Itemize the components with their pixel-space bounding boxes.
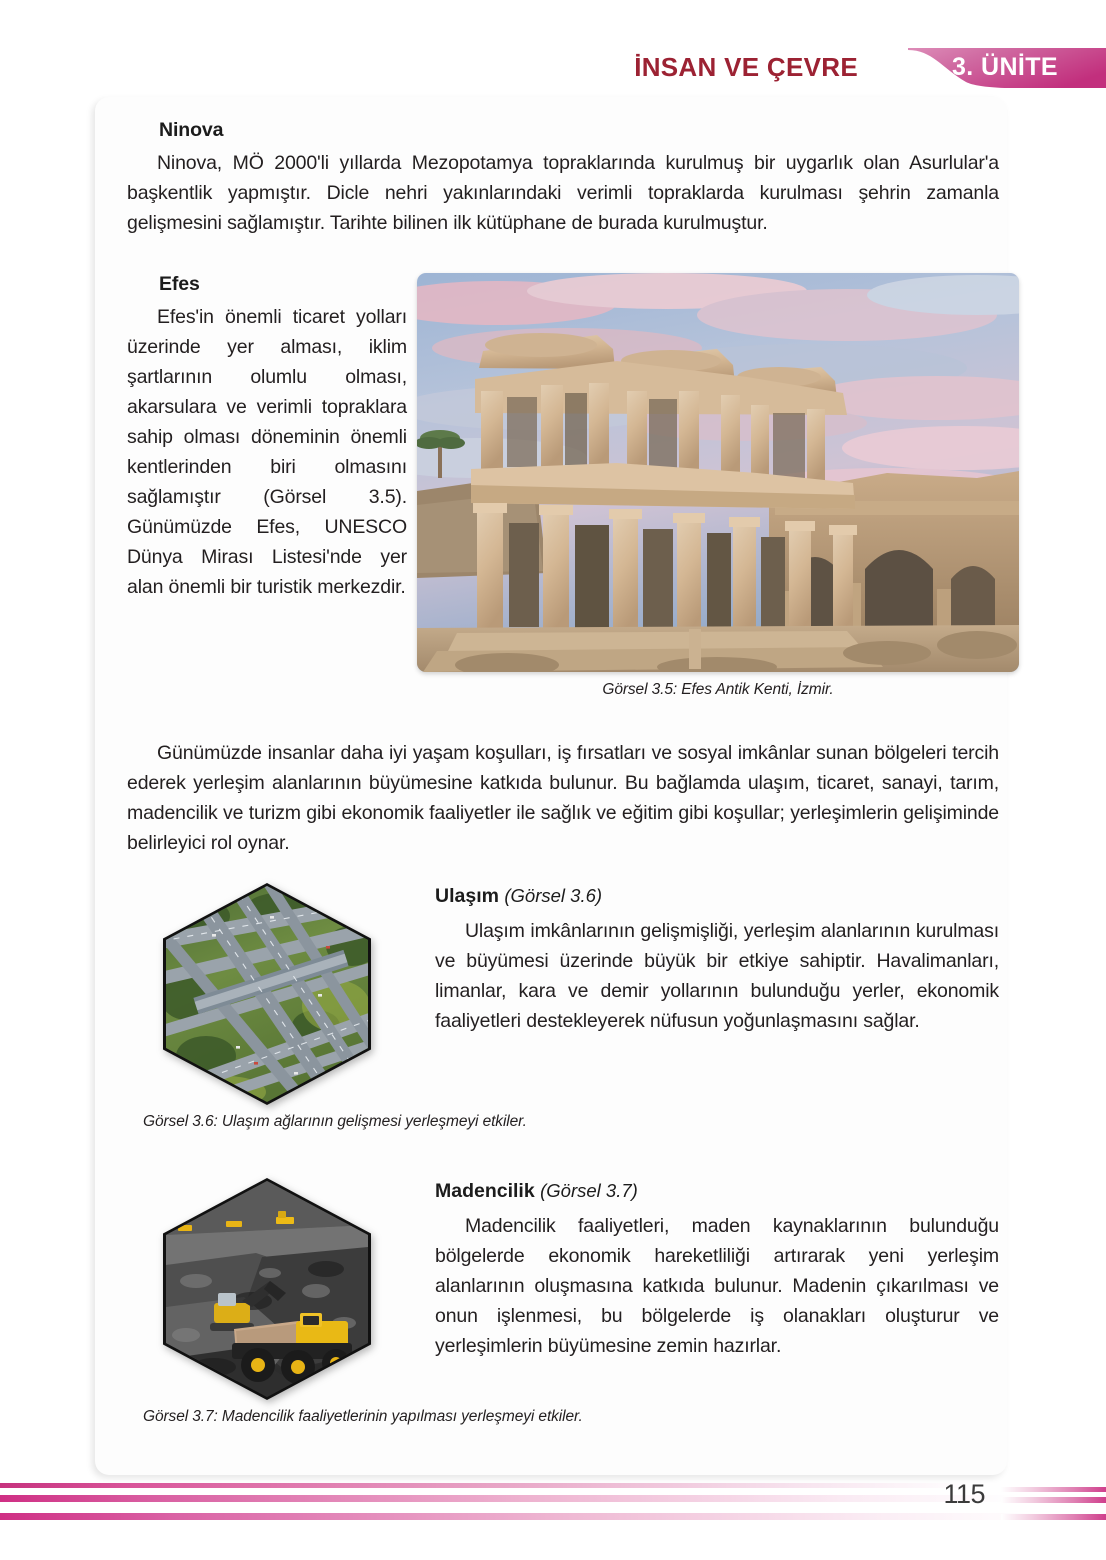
efes-figure — [417, 273, 1019, 699]
footer-rule-3 — [0, 1513, 1106, 1520]
madencilik-heading: Madencilik — [435, 1180, 535, 1202]
footer-rule-1 — [0, 1483, 1106, 1488]
madencilik-figure — [143, 1178, 583, 1426]
ulasim-paragraph: Ulaşım imkânlarının gelişmişliği, yerleşim alanlarının kurulması ve büyümesi üzerinde büyük bir etkiye sahiptir. Havalimanları, limanlar, kara ve demir yollarının bulunduğu yerler, ekonomik faaliyetleri destekleyerek nüfusun yoğunlaşmasını sağlar. — [435, 920, 999, 1032]
footer-rule-right-3 — [1001, 1514, 1106, 1520]
section-efes — [127, 273, 999, 713]
ulasim-heading-line — [435, 885, 999, 908]
madencilik-text-column — [435, 1178, 999, 1361]
madencilik-heading-line — [435, 1180, 999, 1203]
content-card — [95, 97, 1007, 1475]
ulasim-text-column — [435, 883, 999, 1036]
madencilik-kamyon-hexagon-photo — [163, 1178, 371, 1400]
page-number: 115 — [943, 1479, 985, 1509]
coal-mine-illustration — [166, 1181, 368, 1397]
efes-antik-kenti-photo — [417, 273, 1019, 672]
madencilik-paragraph: Madencilik faaliyetleri, maden kaynaklarının bulunduğu bölgelerde ekonomik hareketliliği artırarak yeni yerleşim alanlarının oluşmasına katkıda bulunur. Madenin çıkarılması ve onun işlenmesi, bu bölgelerde iş olanakları oluşturur ve yerleşimlerin büyümesine zemin hazırlar. — [435, 1215, 999, 1357]
page-footer — [0, 1475, 1106, 1560]
efes-photo-illustration — [417, 273, 1019, 672]
efes-heading: Efes — [159, 273, 200, 295]
efes-figure-caption: Görsel 3.5: Efes Antik Kenti, İzmir. — [602, 681, 834, 698]
ulasim-heading: Ulaşım — [435, 885, 499, 907]
madencilik-heading-ref: (Görsel 3.7) — [540, 1180, 638, 1201]
highway-interchange-illustration — [166, 886, 368, 1102]
footer-rule-right-1 — [1001, 1487, 1106, 1492]
section-ninova — [127, 119, 999, 238]
ulasim-heading-ref: (Görsel 3.6) — [504, 885, 603, 906]
ulasim-figure-caption: Görsel 3.6: Ulaşım ağlarının gelişmesi yerleşmeyi etkiler. — [143, 1113, 527, 1130]
unit-badge-label: 3. ÜNİTE — [952, 53, 1058, 81]
madencilik-figure-caption: Görsel 3.7: Madencilik faaliyetlerinin yapılması yerleşmeyi etkiler. — [143, 1408, 583, 1425]
efes-text-column — [127, 273, 407, 602]
page-header — [0, 0, 1106, 95]
unit-badge — [906, 48, 1106, 88]
footer-rule-2 — [0, 1495, 1106, 1502]
footer-rule-right-2 — [1001, 1497, 1106, 1503]
ulasim-kavsak-hexagon-photo — [163, 883, 371, 1105]
page-title: İNSAN VE ÇEVRE — [634, 52, 858, 82]
ninova-paragraph: Ninova, MÖ 2000'li yıllarda Mezopotamya topraklarında kurulmuş bir uygarlık olan Asurlular'a başkentlik yapmıştır. Dicle nehri yakınlarındaki verimli topraklarda kurulması şehrin zamanla gelişmesini sağlamıştır. Tarihte bilinen ilk kütüphane de burada kurulmuştur. — [127, 152, 999, 234]
ulasim-figure — [143, 883, 527, 1131]
footer-rule-right-group — [1001, 1483, 1106, 1523]
section-intro — [127, 738, 999, 858]
intro-paragraph: Günümüzde insanlar daha iyi yaşam koşulları, iş fırsatları ve sosyal imkânlar sunan bölgeleri tercih ederek yerleşim alanlarının büyümesine katkıda bulunur. Bu bağlamda ulaşım, ticaret, sanayi, tarım, madencilik ve turizm gibi ekonomik faaliyetler ile sağlık ve eğitim gibi koşullar; yerleşimlerin gelişiminde belirleyici rol oynar. — [127, 742, 999, 854]
ninova-heading: Ninova — [159, 119, 224, 141]
efes-paragraph: Efes'in önemli ticaret yolları üzerinde yer alması, iklim şartlarının olumlu olması, akarsulara ve verimli topraklara sahip olması döneminin önemli kentlerinden biri olmasını sağlamıştır (Görsel 3.5). Günümüzde Efes, UNESCO Dünya Mirası Listesi'nde yer alan önemli bir turistik merkezdir. — [127, 306, 407, 598]
